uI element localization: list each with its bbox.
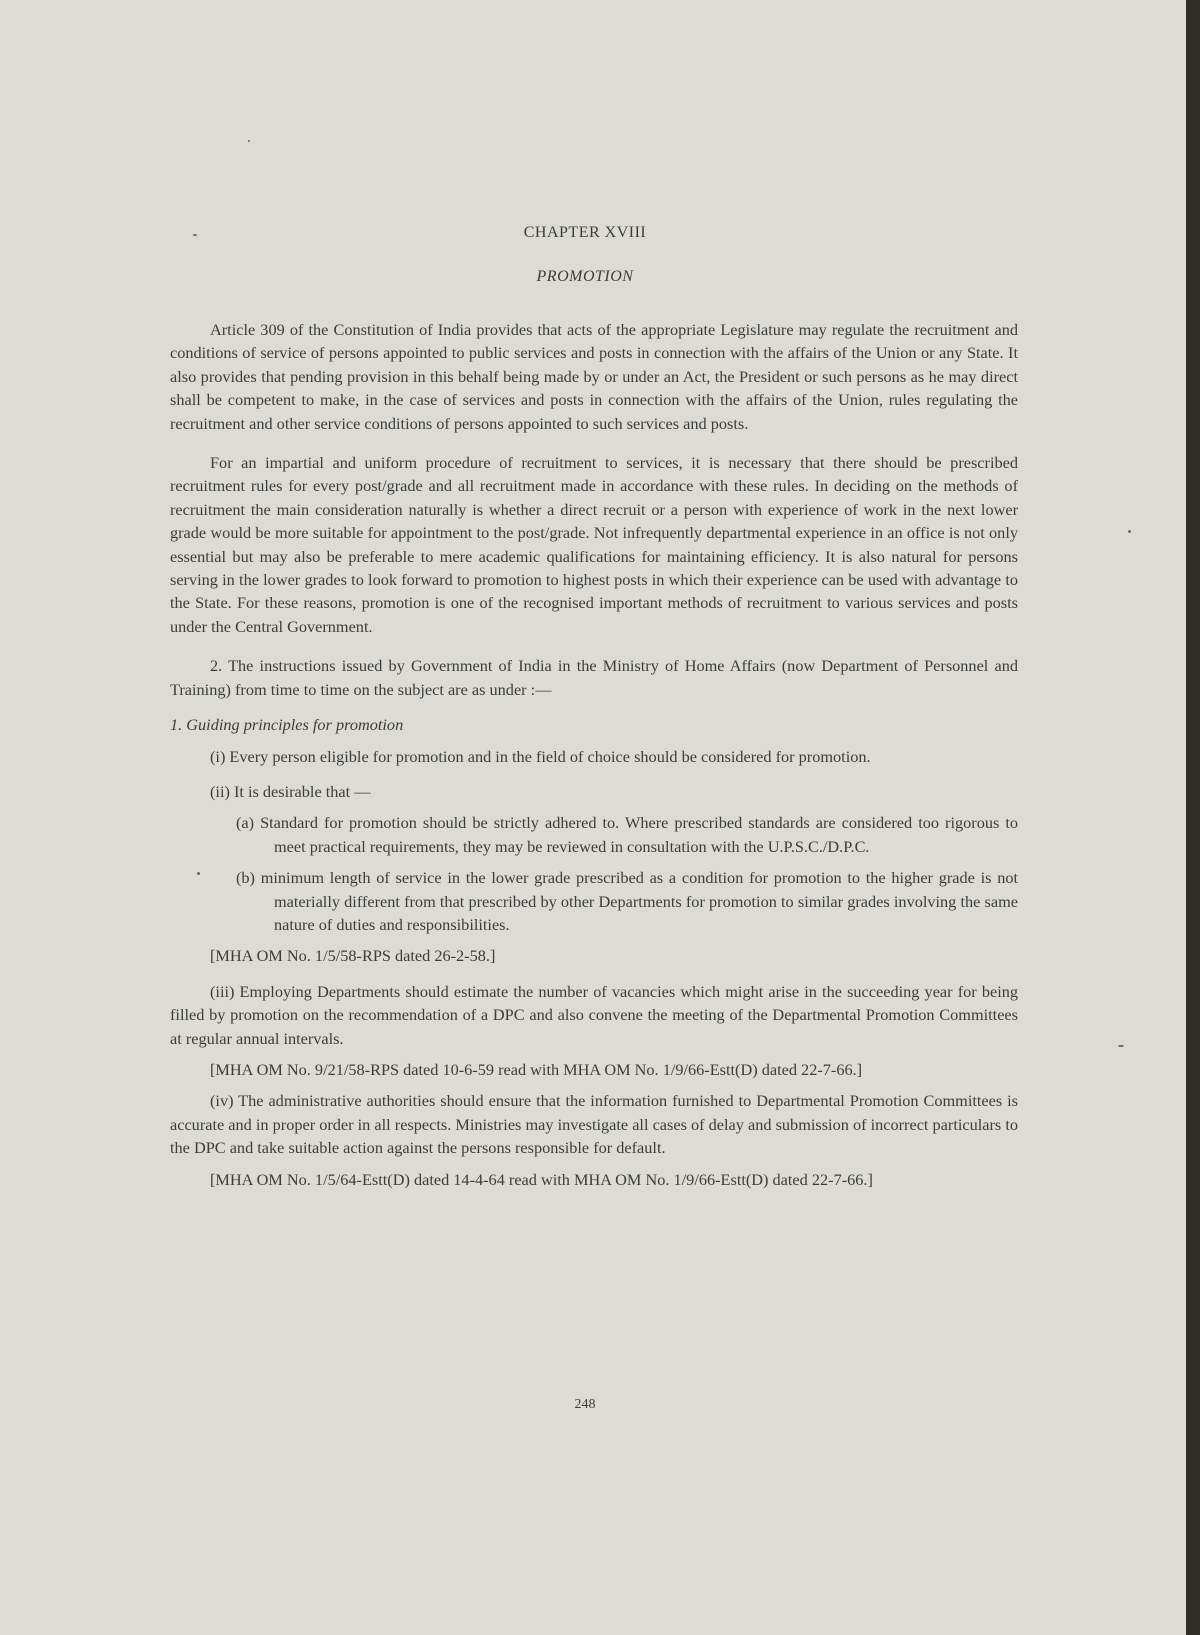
page-number: 248 — [574, 1397, 596, 1412]
section-heading: 1. Guiding principles for promotion — [170, 715, 404, 735]
item-iii: (iii) Employing Departments should estimate the number of vacancies which might arise in the succeeding year for being filled by promotion on the recommendation of a DPC and also convene the meeting of the Departmental Promotion Committees at regular annual intervals. — [170, 981, 1018, 1048]
item-iv: (iv) The administrative authorities should ensure that the information furnished to Departmental Promotion Committees is accurate and in proper order in all respects. Ministries may investigate all cases of delay and submission of incorrect particulars to the DPC and take suitable action against the persons responsible for default. — [170, 1091, 1018, 1158]
intro-paragraph-1: Article 309 of the Constitution of India provides that acts of the appropriate Legislature may regulate the recruitment and conditions of service of persons appointed to public services and posts in connection with the affairs of the Union or any State. It also provides that pending provision in this behalf being made by or under an Act, the President or such persons as he may direct shall be competent to make, in the case of services and posts in connection with the affairs of the Union, rules regulating the recruitment and other service conditions of persons appointed to such services and posts. — [170, 320, 1018, 433]
chapter-heading: CHAPTER XVIII — [523, 224, 647, 241]
scan-border — [1186, 0, 1200, 1635]
scan-speck — [1128, 530, 1131, 533]
body-text — [170, 318, 1018, 1191]
reference-ii: [MHA OM No. 1/5/58-RPS dated 26-2-58.] — [210, 946, 496, 966]
reference-iii: [MHA OM No. 9/21/58-RPS dated 10-6-59 read with MHA OM No. 1/9/66-Estt(D) dated 22-7-66.] — [210, 1059, 863, 1079]
intro-paragraph-2: For an impartial and uniform procedure of recruitment to services, it is necessary that there should be prescribed recruitment rules for every post/grade and all recruitment made in accordance with these rules. In deciding on the methods of recruitment the main consideration naturally is whether a direct recruit or a person with experience of work in the next lower grade would be more suitable for appointment to the post/grade. Not infrequently departmental experience in an office is not only essential but may also be preferable to mere academic qualifications for maintaining efficiency. It is also natural for persons serving in the lower grades to look forward to promotion to highest posts in which their experience can be used with advantage to the State. For these reasons, promotion is one of the recognised important methods of recruitment to various services and posts under the Central Government. — [170, 453, 1018, 636]
item-ii-a: (a) Standard for promotion should be strictly adhered to. Where prescribed standards are considered too rigorous to meet practical requirements, they may be reviewed in consultation with the U.P.S.C./D.P.C. — [236, 813, 1018, 856]
scan-speck — [248, 140, 250, 142]
item-i: (i) Every person eligible for promotion and in the field of choice should be considered for promotion. — [210, 746, 871, 766]
scan-speck — [1118, 1045, 1124, 1047]
intro-paragraph-3: 2. The instructions issued by Government of India in the Ministry of Home Affairs (now Department of Personnel and Training) from time to time on the subject are as under :— — [170, 656, 1018, 699]
reference-iv: [MHA OM No. 1/5/64-Estt(D) dated 14-4-64 read with MHA OM No. 1/9/66-Estt(D) dated 22-7-66.] — [210, 1169, 873, 1189]
chapter-title: PROMOTION — [536, 268, 634, 285]
item-ii-b: (b) minimum length of service in the lower grade prescribed as a condition for promotion to the higher grade is not materially different from that prescribed by other Departments for promotion to similar grades involving the same nature of duties and responsibilities. — [236, 868, 1018, 934]
item-ii: (ii) It is desirable that — — [210, 781, 371, 801]
